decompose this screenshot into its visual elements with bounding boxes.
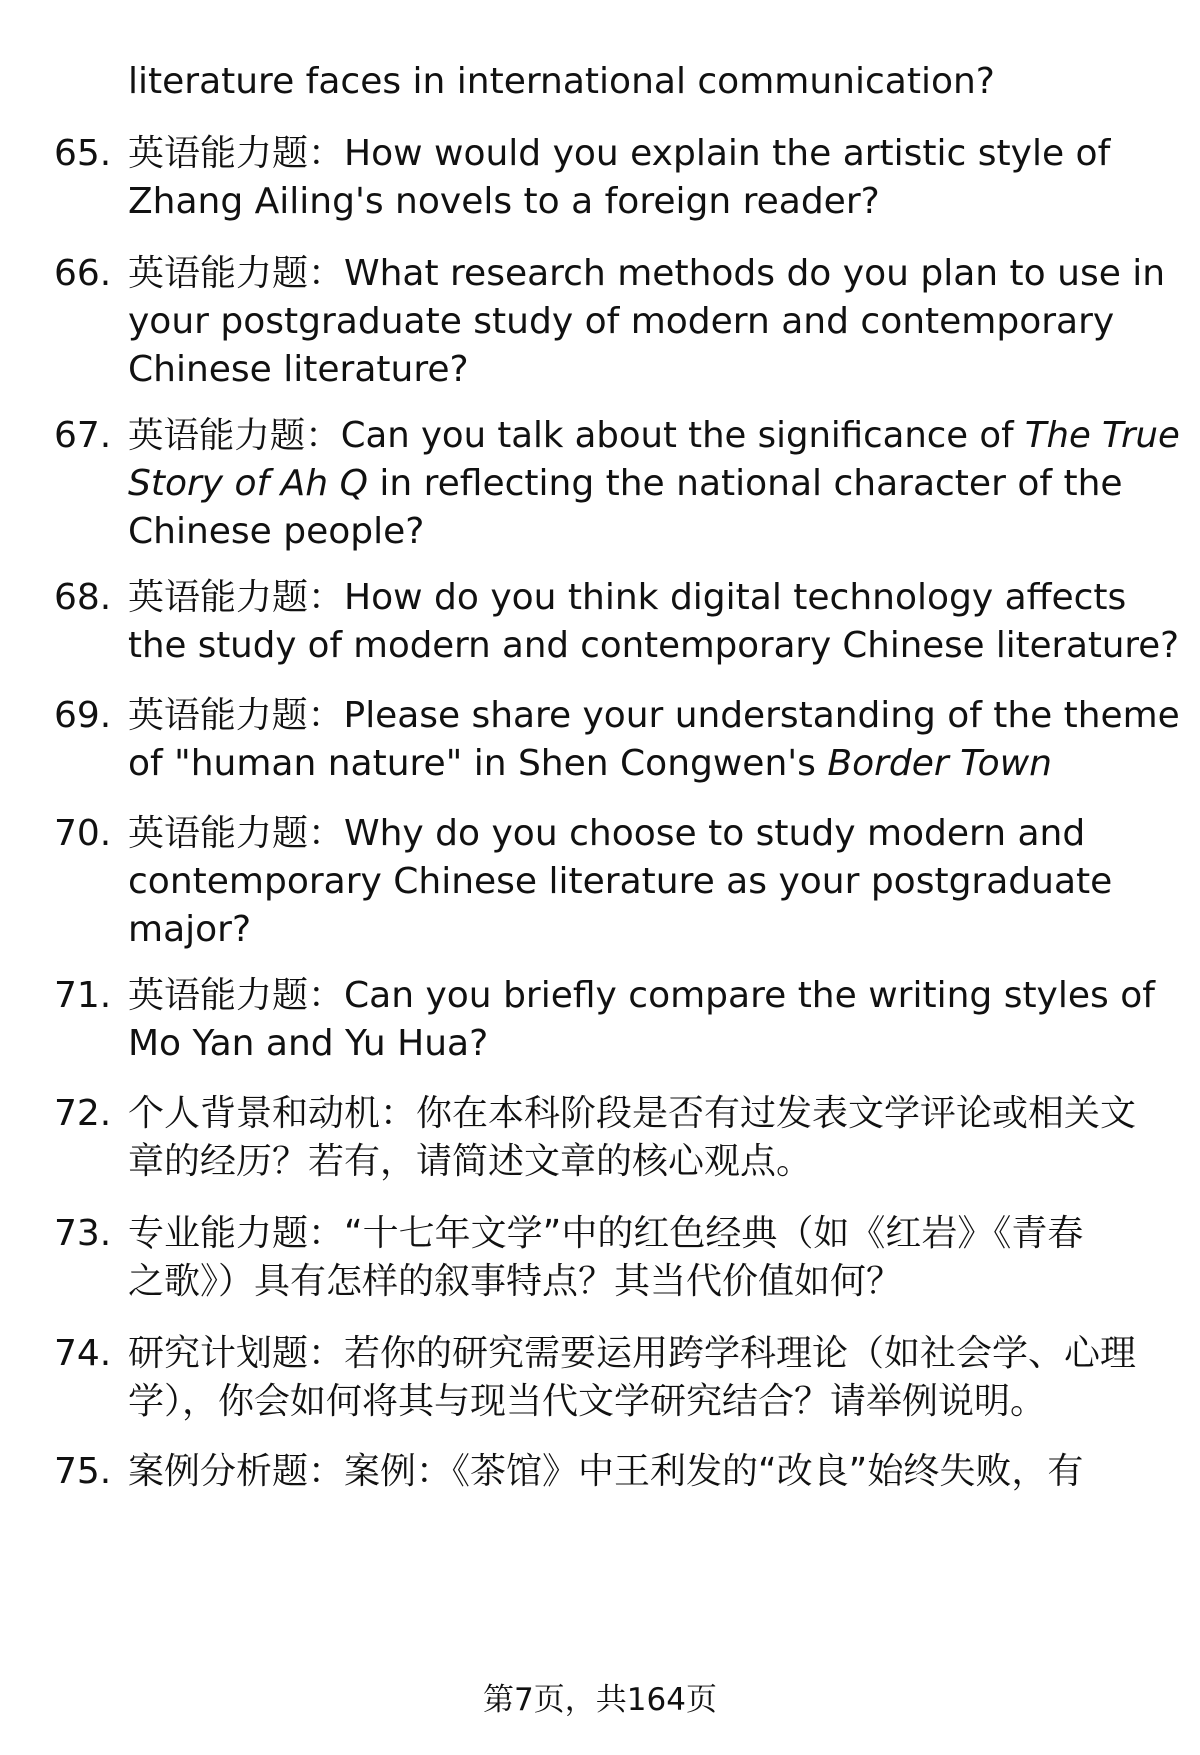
question-text: Mo Yan and Yu Hua?	[128, 1023, 489, 1064]
question-body	[128, 692, 1180, 788]
question-text: Please share your understanding of the theme	[343, 695, 1180, 736]
question-number: 75.	[54, 1451, 112, 1492]
question-item	[54, 972, 1170, 1068]
question-line	[128, 692, 1180, 740]
question-line	[128, 1378, 1170, 1426]
question-item	[54, 574, 1180, 670]
question-category: 英语能力题：	[128, 133, 345, 174]
question-category: 英语能力题：	[128, 813, 345, 854]
question-line	[128, 1258, 1170, 1306]
question-number: 72.	[54, 1093, 112, 1134]
question-item	[54, 810, 1170, 954]
question-line	[128, 346, 1170, 394]
question-text: of "human nature" in Shen Congwen's	[128, 743, 828, 784]
question-line	[128, 1448, 1170, 1496]
question-line	[128, 858, 1170, 906]
question-category: 英语能力题：	[128, 253, 345, 294]
question-line	[128, 178, 1170, 226]
question-line	[128, 412, 1180, 460]
question-text: 若你的研究需要运用跨学科理论（如社会学、心理	[344, 1333, 1137, 1374]
question-item	[54, 1330, 1170, 1426]
page-footer: 第7页，共164页	[483, 1682, 717, 1718]
question-item	[54, 250, 1170, 394]
question-text: 之歌》）具有怎样的叙事特点？其当代价值如何？	[128, 1261, 903, 1302]
question-body	[128, 1448, 1170, 1496]
question-line	[128, 740, 1170, 788]
continued-question-text: literature faces in international communication?	[128, 61, 995, 102]
work-title: Story of Ah Q	[128, 463, 368, 504]
question-line	[128, 460, 1170, 508]
question-body	[128, 250, 1170, 394]
question-number: 73.	[54, 1213, 112, 1254]
question-body	[128, 412, 1180, 556]
question-body	[128, 1210, 1170, 1306]
question-line	[128, 1138, 1170, 1186]
question-line	[128, 250, 1170, 298]
question-text: 章的经历？若有，请简述文章的核心观点。	[128, 1141, 813, 1182]
question-line	[128, 1020, 1170, 1068]
question-text: major?	[128, 909, 252, 950]
question-text: Chinese people?	[128, 511, 425, 552]
question-number: 66.	[54, 253, 112, 294]
question-number: 74.	[54, 1333, 112, 1374]
question-item	[54, 130, 1170, 226]
question-text: the study of modern and contemporary Chinese literature?	[128, 625, 1180, 666]
question-line	[128, 906, 1170, 954]
question-number: 71.	[54, 975, 112, 1016]
question-body	[128, 130, 1170, 226]
question-item	[54, 412, 1180, 556]
question-line	[128, 1090, 1170, 1138]
question-number: 67.	[54, 415, 112, 456]
question-text: What research methods do you plan to use in	[344, 253, 1166, 294]
question-category: 案例分析题：	[128, 1451, 345, 1492]
question-category: 专业能力题：	[128, 1213, 345, 1254]
question-text: 你在本科阶段是否有过发表文学评论或相关文	[416, 1093, 1137, 1134]
question-number: 65.	[54, 133, 112, 174]
question-line	[128, 508, 1170, 556]
question-item	[54, 692, 1180, 788]
question-category: 英语能力题：	[128, 577, 345, 618]
question-item	[54, 1448, 1170, 1496]
question-text: contemporary Chinese literature as your postgraduate	[128, 861, 1113, 902]
question-number: 68.	[54, 577, 112, 618]
question-category: 研究计划题：	[128, 1333, 345, 1374]
question-body	[128, 574, 1180, 670]
question-line	[128, 298, 1170, 346]
question-body	[128, 810, 1170, 954]
question-text: 案例：《茶馆》中王利发的“改良”始终失败，有	[344, 1451, 1084, 1492]
question-number: 69.	[54, 695, 112, 736]
question-item	[54, 1090, 1170, 1186]
question-body	[128, 1090, 1170, 1186]
work-title: Border Town	[827, 743, 1052, 784]
question-line	[128, 130, 1170, 178]
question-body	[128, 972, 1170, 1068]
question-category: 英语能力题：	[128, 695, 344, 736]
question-body	[128, 1330, 1170, 1426]
question-line	[128, 1210, 1170, 1258]
question-line	[128, 622, 1180, 670]
question-line	[128, 574, 1170, 622]
question-text: 学），你会如何将其与现当代文学研究结合？请举例说明。	[128, 1381, 1047, 1422]
question-text: Can you briefly compare the writing styles of	[344, 975, 1155, 1016]
question-text: Why do you choose to study modern and	[344, 813, 1086, 854]
question-line	[128, 1330, 1170, 1378]
question-text: How would you explain the artistic style of	[344, 133, 1111, 174]
question-category: 英语能力题：	[128, 415, 341, 456]
question-number: 70.	[54, 813, 112, 854]
work-title: The True	[1024, 415, 1180, 456]
question-item	[54, 1210, 1170, 1306]
question-text: “十七年文学”中的红色经典（如《红岩》《青春	[344, 1213, 1084, 1254]
question-text: Can you talk about the significance of	[340, 415, 1025, 456]
question-category: 英语能力题：	[128, 975, 345, 1016]
question-text: Chinese literature?	[128, 349, 469, 390]
question-text: in reflecting the national character of the	[367, 463, 1123, 504]
question-line	[128, 810, 1170, 858]
question-text: your postgraduate study of modern and contemporary	[128, 301, 1115, 342]
question-line	[128, 972, 1170, 1020]
question-text: How do you think digital technology affects	[344, 577, 1127, 618]
question-category: 个人背景和动机：	[128, 1093, 417, 1134]
question-text: Zhang Ailing's novels to a foreign reader?	[128, 181, 880, 222]
